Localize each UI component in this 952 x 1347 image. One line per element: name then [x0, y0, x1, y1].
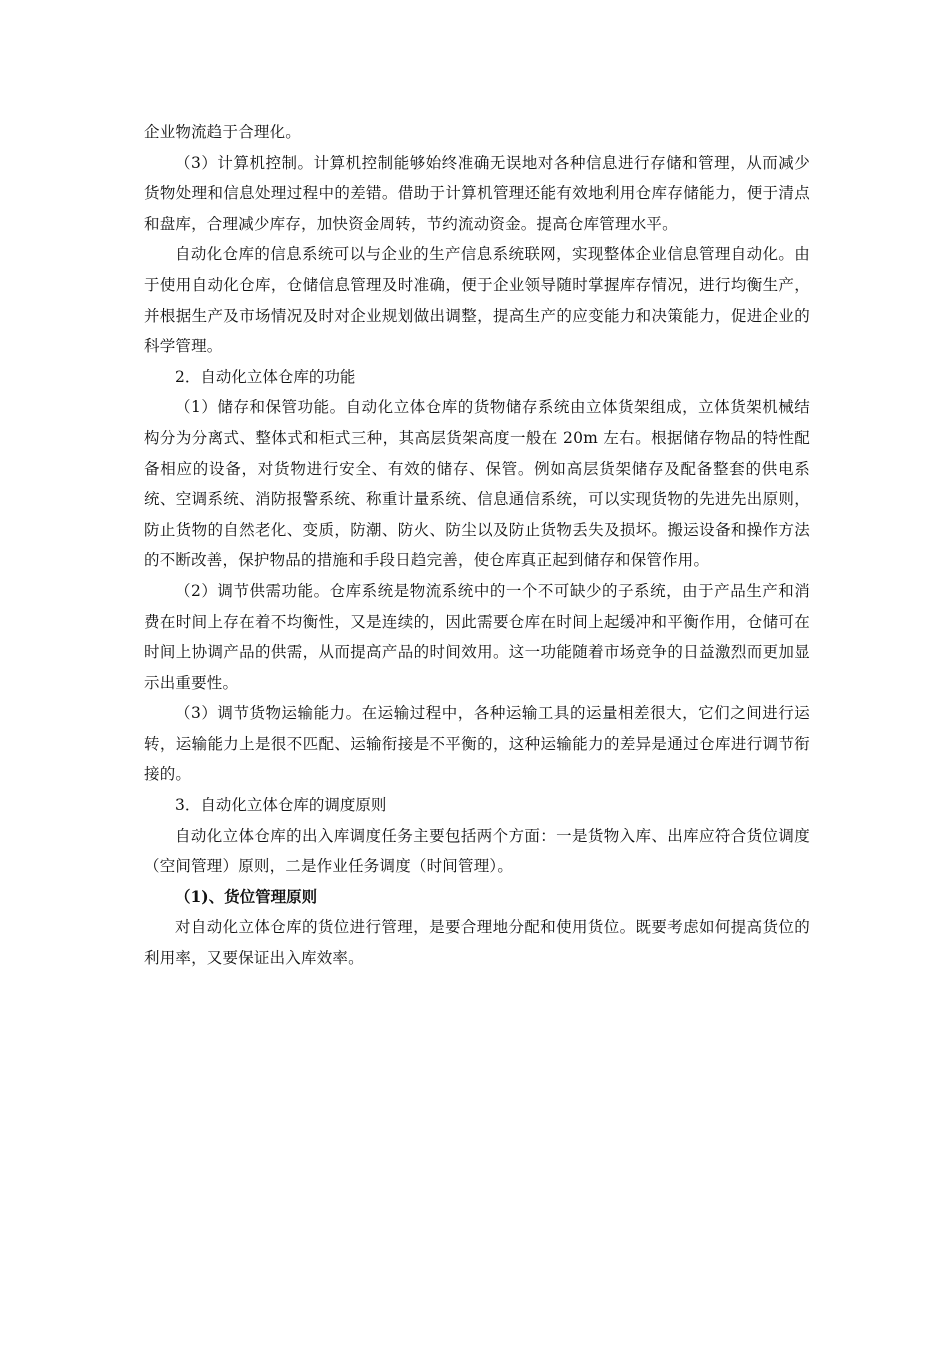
paragraph-scheduling-tasks: 自动化立体仓库的出入库调度任务主要包括两个方面：一是货物入库、出库应符合货位调度（空间管理）原则，二是作业任务调度（时间管理）。: [144, 826, 810, 876]
subheading-location-management: （1)、货位管理原则: [175, 886, 318, 906]
section-heading-functions: 2．自动化立体仓库的功能: [175, 367, 356, 386]
paragraph-transport-capacity: （3）调节货物运输能力。在运输过程中，各种运输工具的运量相差很大，它们之间进行运转，运输能力上是很不匹配、运输衔接是不平衡的，这种运输能力的差异是通过仓库进行调节衔接的。: [144, 704, 810, 784]
paragraph-continuation: 企业物流趋于合理化。: [144, 123, 302, 141]
paragraph-information-system: 自动化仓库的信息系统可以与企业的生产信息系统联网，实现整体企业信息管理自动化。由于使用自动化仓库，仓储信息管理及时准确，便于企业领导随时掌握库存情况，进行均衡生产，并根据生产及市场情况及时对企业规划做出调整，提高生产的应变能力和决策能力，促进企业的科学管理。: [144, 245, 810, 356]
document-body: [144, 117, 810, 974]
section-heading-scheduling: 3．自动化立体仓库的调度原则: [175, 796, 387, 815]
paragraph-location-management: 对自动化立体仓库的货位进行管理，是要合理地分配和使用货位。既要考虑如何提高货位的利用率，又要保证出入库效率。: [144, 918, 810, 968]
paragraph-supply-demand: （2）调节供需功能。仓库系统是物流系统中的一个不可缺少的子系统，由于产品生产和消费在时间上存在着不均衡性，又是连续的，因此需要仓库在时间上起缓冲和平衡作用，仓储可在时间上协调产品的供需，从而提高产品的时间效用。这一功能随着市场竞争的日益激烈而更加显示出重要性。: [144, 581, 810, 692]
paragraph-storage-function: （1）储存和保管功能。自动化立体仓库的货物储存系统由立体货架组成，立体货架机械结构分为分离式、整体式和柜式三种，其高层货架高度一般在 20m 左右。根据储存物品的特性配备相应的设备，对货物进行安全、有效的储存、保管。例如高层货架储存及配备整套的供电系统、空调系统、消防报警系统、称重计量系统、信息通信系统，可以实现货物的先进先出原则，防止货物的自然老化、变质，防潮、防火、防尘以及防止货物丢失及损坏。搬运设备和操作方法的不断改善，保护物品的措施和手段日趋完善，使仓库真正起到储存和保管作用。: [144, 398, 810, 570]
paragraph-computer-control: （3）计算机控制。计算机控制能够始终准确无误地对各种信息进行存储和管理，从而减少货物处理和信息处理过程中的差错。借助于计算机管理还能有效地利用仓库存储能力，便于清点和盘库，合理减少库存，加快资金周转，节约流动资金。提高仓库管理水平。: [144, 153, 810, 233]
